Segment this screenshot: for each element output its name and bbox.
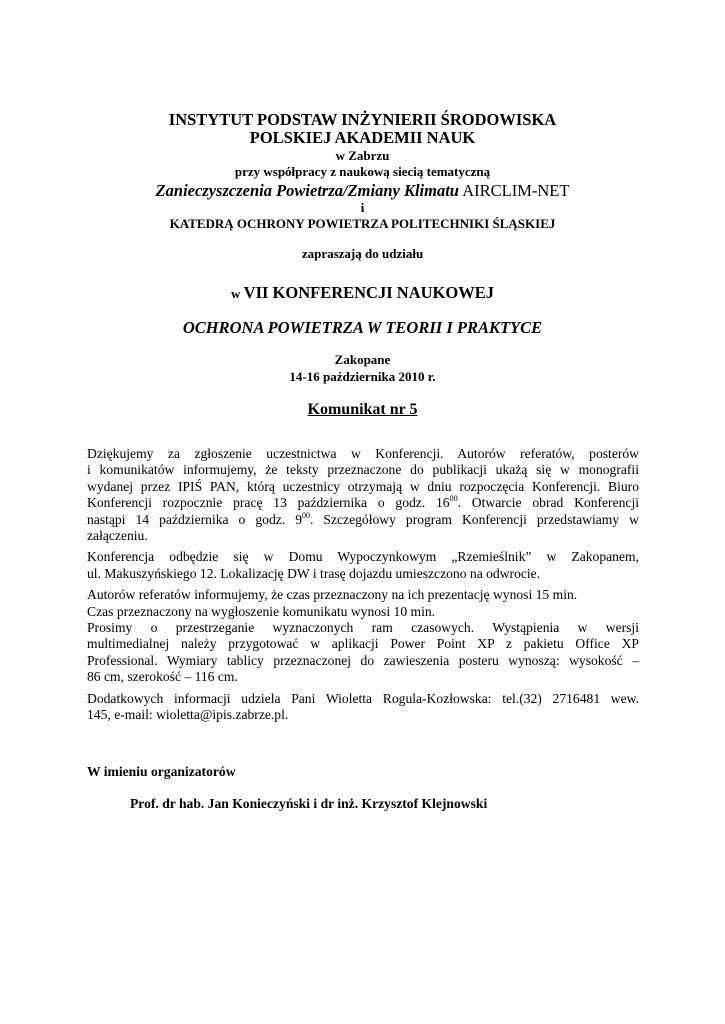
body-line: Czas przeznaczony na wygłoszenie komunikatu wynosi 10 min.	[87, 603, 436, 619]
department-name: KATEDRĄ OCHRONY POWIETRZA POLITECHNIKI ŚLĄSKIEJ	[169, 216, 556, 231]
time-superscript: 00	[449, 494, 458, 504]
body-line: Konferencja odbędzie się w Domu Wypoczynkowym „Rzemieślnik” w Zakopanem,	[87, 549, 639, 565]
conference-place: Zakopane	[334, 352, 391, 367]
conference-title: OCHRONA POWIETRZA W TEORII I PRAKTYCE	[182, 318, 543, 337]
paragraph-venue	[87, 549, 639, 582]
body-line: 86 cm, szerokość – 116 cm.	[87, 669, 238, 685]
body-line: 145, e-mail: wioletta@ipis.zabrze.pl.	[87, 707, 289, 723]
conference-name: VII KONFERENCJI NAUKOWEJ	[243, 283, 494, 302]
network-line	[0, 181, 725, 200]
body-line: multimedialnej należy przygotować w aplikacji Power Point XP z pakietu Office XP	[87, 636, 639, 652]
body-line: wydanej przez IPIŚ PAN, którą uczestnicy otrzymają w dniu rozpoczęcia Konferencji. Biuro	[87, 478, 639, 494]
time-superscript: 00	[302, 510, 310, 520]
body-line	[87, 512, 639, 528]
institute-name: INSTYTUT PODSTAW INŻYNIERII ŚRODOWISKA	[168, 110, 557, 129]
paragraph-contact	[87, 691, 639, 724]
body-text: . Otwarcie obrad Konferencji	[457, 495, 640, 511]
body-line: Autorów referatów informujemy, że czas przeznaczony na ich prezentację wynosi 15 min.	[87, 587, 578, 603]
body-text: nastąpi 14 października o godz. 9	[87, 511, 302, 527]
organizers-names: Prof. dr hab. Jan Konieczyński i dr inż. Krzysztof Klejnowski	[130, 796, 488, 811]
network-italic: Zanieczyszczenia Powietrza/Zmiany Klimatu	[155, 181, 459, 200]
document-body	[87, 446, 639, 729]
cooperation-line: przy współpracy z naukową siecią tematyczną	[234, 164, 491, 179]
body-line: ul. Makuszyńskiego 12. Lokalizację DW i trasę dojazdu umieszczono na odwrocie.	[87, 565, 541, 581]
conjunction: i	[360, 200, 365, 215]
body-line: Dodatkowych informacji udziela Pani Wioletta Rogula-Kozłowska: tel.(32) 2716481 wew.	[87, 690, 639, 706]
body-line	[87, 495, 639, 511]
conference-heading	[0, 283, 725, 303]
academy-name: POLSKIEJ AKADEMII NAUK	[249, 128, 476, 147]
on-behalf-label: W imieniu organizatorów	[87, 764, 236, 779]
body-line: Dziękujemy za zgłoszenie uczestnictwa w Konferencji. Autorów referatów, posterów	[87, 446, 639, 461]
body-line: Prosimy o przestrzeganie wyznaczonych ram czasowych. Wystąpienia w wersji	[87, 620, 639, 636]
conference-dates: 14-16 października 2010 r.	[289, 369, 436, 384]
body-line: Professional. Wymiary tablicy przeznaczonej do zawieszenia posteru wynoszą: wysokość –	[87, 652, 639, 668]
body-text: . Szczegółowy program Konferencji przedstawiamy w	[310, 511, 639, 527]
conference-prefix: w	[231, 286, 244, 301]
body-line: załączeniu.	[87, 528, 148, 544]
institute-city: w Zabrzu	[335, 148, 390, 163]
paragraph-registration	[87, 446, 639, 544]
body-text: Konferencji rozpocznie pracę 13 października o godz. 16	[87, 495, 450, 511]
body-line: i komunikatów informujemy, że teksty przeznaczone do publikacji ukażą się w monografii	[87, 462, 639, 478]
communique-title: Komunikat nr 5	[307, 401, 418, 418]
invitation-line: zapraszają do udziału	[301, 246, 424, 261]
network-name: AIRCLIM-NET	[458, 181, 570, 200]
paragraph-presentation	[87, 587, 639, 685]
